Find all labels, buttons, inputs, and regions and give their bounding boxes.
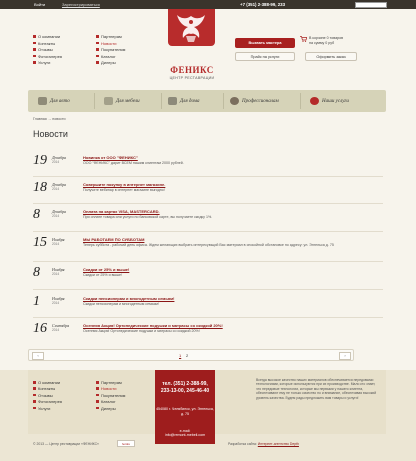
category-furniture[interactable] (104, 90, 140, 112)
cart-count: В корзине 0 товаров (309, 36, 343, 40)
footer-link-reviews[interactable]: Отзывы (33, 393, 62, 399)
top-phone: +7 (351) 2-388-99, 233 (240, 2, 286, 7)
news-month: Декабря (52, 182, 66, 187)
divider (300, 93, 301, 109)
category-auto[interactable] (38, 90, 70, 112)
footer (0, 370, 416, 461)
news-text: Получите вебинар в интернет магазине выгодно! (83, 188, 165, 192)
divider (33, 176, 383, 177)
cart-sum: на сумму 0 руб (309, 41, 335, 45)
news-year: 2014 (52, 301, 60, 305)
divider (161, 93, 162, 109)
news-year: 2014 (52, 272, 60, 276)
news-day: 19 (33, 153, 47, 168)
news-month: Декабря (52, 209, 66, 214)
heart-icon (310, 97, 319, 105)
footer-email-block (155, 429, 215, 437)
category-label: Наши услуги (322, 98, 349, 104)
news-month: Сентября (52, 323, 70, 328)
news-text: Осенняя Акция! Ортопедические подушки и матрасы со скидкой 20%! (83, 329, 200, 333)
page-link-2[interactable]: 2 (186, 352, 189, 358)
footer-phone-2: 233-13-00, 245-46-40 (160, 388, 210, 394)
copyright: © 2013 — Центр реставрации «ФЕНИКС» (33, 442, 99, 446)
cart-icon[interactable] (300, 36, 307, 42)
news-day: 8 (33, 265, 40, 280)
footer-link-buyers[interactable]: Покупателям (96, 393, 125, 399)
person-icon (230, 97, 239, 105)
nav-item-catalog[interactable]: Каталог (96, 54, 125, 61)
counter-badge[interactable]: feniks (117, 440, 135, 447)
divider (33, 317, 383, 318)
footer-email-label: e-mail: (179, 429, 191, 433)
divider (33, 203, 383, 204)
category-label: Для дома (180, 98, 200, 104)
developer-link[interactable]: Интернет-агентство Depth (257, 442, 299, 446)
footer-link-contacts[interactable]: Контакты (33, 386, 62, 392)
news-day: 16 (33, 321, 47, 336)
nav-item-about[interactable]: О компании (33, 34, 62, 41)
news-text: Скидки пенсионерам и многодетным семьям! (83, 302, 159, 306)
footer-nav-column-1 (33, 380, 62, 412)
nav-item-gallery[interactable]: Фотогалерея (33, 54, 62, 61)
news-day: 1 (33, 294, 40, 309)
news-year: 2014 (52, 328, 60, 332)
brand-subtitle: ЦЕНТР РЕСТАВРАЦИИ (169, 76, 215, 80)
footer-address: 454080 г. Челябинск, ул. Энгельса, д. 75 (156, 407, 214, 416)
nav-item-services[interactable]: Услуги (33, 60, 62, 67)
call-master-button[interactable]: Вызвать мастера (235, 38, 295, 48)
footer-link-services[interactable]: Услуги (33, 406, 62, 412)
footer-about-text: Всегда высокое качество наших материалов обеспечивается передовыми технологиями, которые используются при их производстве. Мало кто знает, что передовые технологии, которые мы первыми у нашего клиента, обеспечивают ему не только качество но и внимание, обеспечивая высокий уровень качества. Будем рады предложить вам товары и услуги! (256, 378, 377, 400)
divider (33, 289, 383, 290)
footer-contact-card (155, 370, 215, 444)
phoenix-logo-icon (174, 12, 209, 44)
nav-item-reviews[interactable]: Отзывы (33, 47, 62, 54)
news-title-link[interactable]: Совершите покупку в интернет магазине. (83, 182, 166, 187)
news-month: Декабря (52, 155, 66, 160)
nav-item-buyers[interactable]: Покупателям (96, 47, 125, 54)
category-services[interactable] (310, 90, 349, 112)
logo[interactable] (168, 9, 215, 46)
news-title-link[interactable]: Новинка от ООО "ФЕНИКС" (83, 155, 138, 160)
news-item (33, 321, 383, 349)
news-day: 15 (33, 235, 47, 250)
search-input[interactable] (355, 2, 387, 8)
divider (33, 231, 383, 232)
page-title: Новости (33, 129, 68, 139)
car-icon (38, 97, 47, 105)
prev-page-button[interactable]: ‹ (32, 352, 44, 360)
price-list-button[interactable]: Прайс на услуги (235, 52, 295, 61)
news-title-link[interactable]: Осенняя Акция! Ортопедические подушки и матрасы со скидкой 20%! (83, 323, 223, 328)
news-text: При оплате товара или услуги по банковской карте, вы получаете скидку 1%. (83, 215, 213, 219)
news-text: Скидки от 25% и выше! (83, 273, 122, 277)
developer-credit (228, 442, 299, 446)
nav-column-1 (33, 34, 62, 67)
checkout-button[interactable]: Оформить заказ (305, 52, 357, 61)
news-year: 2014 (52, 242, 60, 246)
news-year: 2014 (52, 160, 60, 164)
news-title-link[interactable]: Скидки от 25% и выше! (83, 267, 130, 272)
divider (223, 93, 224, 109)
category-label: Для мебели (116, 98, 140, 104)
category-professionals[interactable] (230, 90, 279, 112)
footer-email-link[interactable]: info@remont-mebeli.com (164, 433, 206, 437)
footer-link-news[interactable]: Новости (96, 386, 125, 392)
divider (94, 93, 95, 109)
footer-link-gallery[interactable]: Фотогалерея (33, 399, 62, 405)
news-title-link[interactable]: Оплата на картах VISA, MASTERCARD. (83, 209, 160, 214)
footer-link-dealers[interactable]: Дилеры (96, 406, 125, 412)
news-month: Ноября (52, 267, 65, 272)
news-title-link[interactable]: МЫ РАБОТАЕМ ПО СУББОТАМ (83, 237, 145, 242)
news-month: Ноября (52, 237, 65, 242)
nav-item-partners[interactable]: Партнерам (96, 34, 125, 41)
news-day: 8 (33, 207, 40, 222)
nav-item-dealers[interactable]: Дилеры (96, 60, 125, 67)
top-bar (0, 0, 416, 9)
news-text: Теперь суббота - рабочий день офиса. Ждем желающих выбрать интересующий Вас материал в спокойной обстановке по адресу: ул. Энгельса д. 75 (83, 243, 334, 247)
divider (33, 261, 383, 262)
category-home[interactable] (168, 90, 199, 112)
footer-link-about[interactable]: О компании (33, 380, 62, 386)
next-page-button[interactable]: › (339, 352, 351, 360)
page-link-1[interactable]: 1 (179, 352, 182, 358)
sofa-icon (104, 97, 113, 105)
news-title-link[interactable]: Скидки пенсионерам и многодетным семьям! (83, 296, 175, 301)
nav-column-2 (96, 34, 125, 67)
footer-phone-1: тел. (351) 2-388-99, (162, 381, 208, 387)
pagination (28, 349, 354, 361)
news-year: 2014 (52, 187, 60, 191)
news-text: ООО "ФЕНИКС" дарит ВСЕМ нашим клиентам 2000 рублей. (83, 161, 184, 165)
nav-item-contacts[interactable]: Контакты (33, 41, 62, 48)
register-link[interactable]: Зарегистрироваться (62, 2, 100, 7)
footer-nav-column-2 (96, 380, 125, 412)
footer-link-catalog[interactable]: Каталог (96, 399, 125, 405)
brand-name: ФЕНИКС (170, 65, 214, 75)
news-item (33, 235, 383, 263)
nav-item-news[interactable]: Новости (96, 41, 125, 48)
breadcrumb[interactable]: Главная → новости (33, 117, 66, 121)
news-day: 18 (33, 180, 47, 195)
category-label: Для авто (50, 98, 70, 104)
news-year: 2014 (52, 214, 60, 218)
footer-link-partners[interactable]: Партнерам (96, 380, 125, 386)
house-icon (168, 97, 177, 105)
news-month: Ноября (52, 296, 65, 301)
category-label: Профессионалам (242, 98, 279, 104)
login-link[interactable]: Войти (34, 2, 46, 7)
category-bar (28, 90, 386, 112)
developer-label: Разработка сайта: (228, 442, 257, 446)
header (0, 9, 416, 82)
